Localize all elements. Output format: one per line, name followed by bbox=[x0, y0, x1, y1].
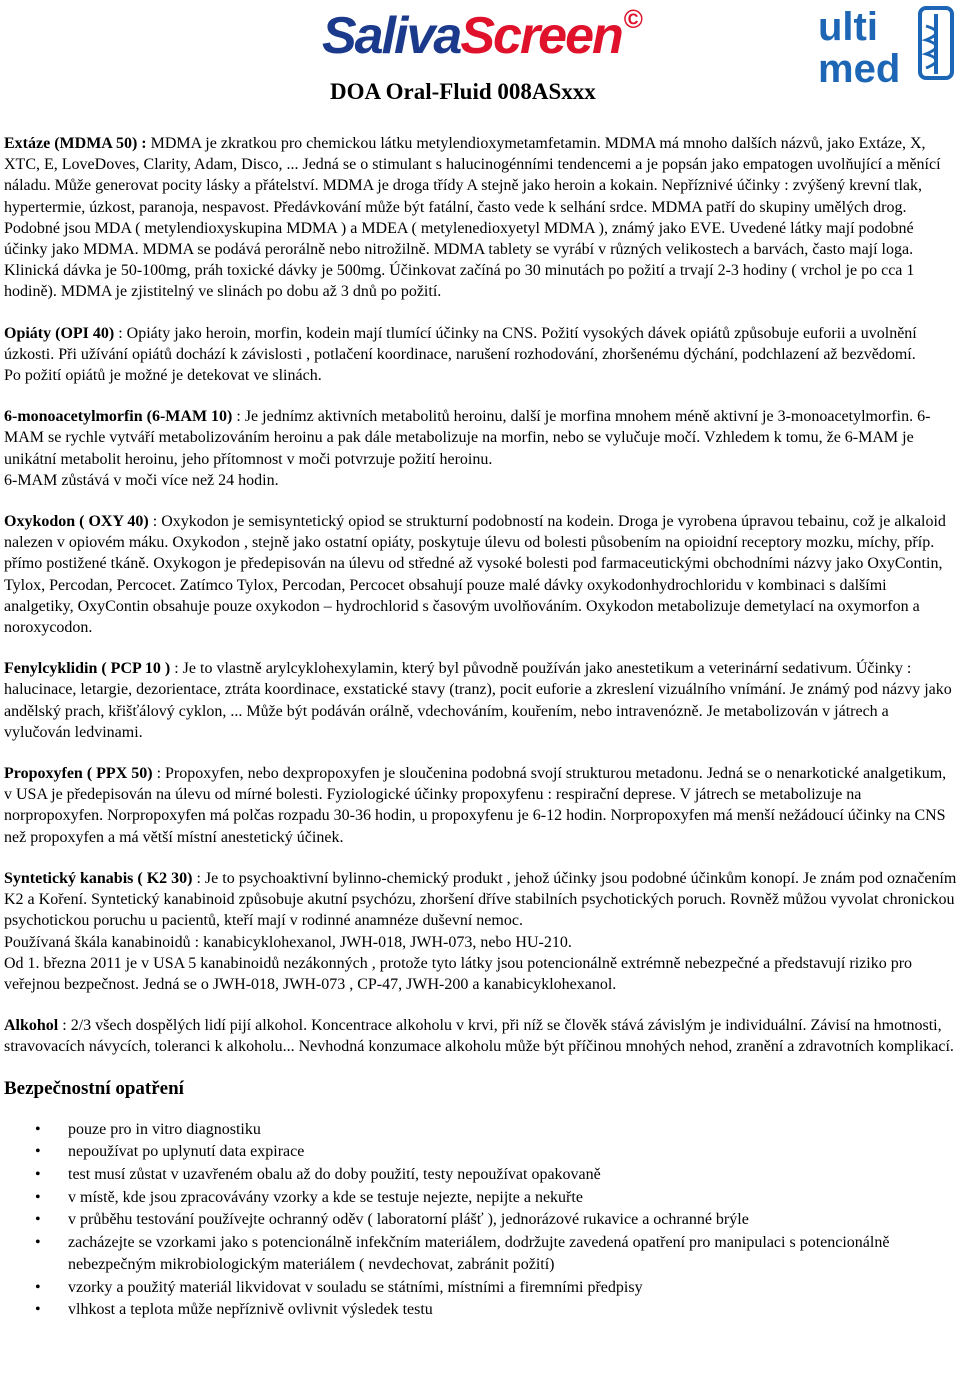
ultimed-logo bbox=[816, 4, 956, 86]
document-body bbox=[4, 133, 958, 1322]
section-alcohol bbox=[4, 1015, 958, 1057]
section-text: : Opiáty jako heroin, morfin, kodein mají tlumící účinky na CNS. Požití vysokých dávek opiátů způsobuje euforii a uvolnění úzkosti. Při užívání opiátů dochází k závislosti , potlačení koordinace, narušení rozhodování, zhoršenému dýchání, podchlazení až bezvědomí. bbox=[4, 324, 917, 363]
section-text: : Je jednímz aktivních metabolitů heroinu, další je morfina mnohem méně aktivní je 3-monoacetylmorfin. 6-MAM se rychle vytváří metabolizováním heroinu a pak dále metabolizuje na morfin, nebo se vylučuje močí. Vzhledem k tomu, že 6-MAM je unikátní metabolit heroinu, jeho přítomnost v moči potvrzuje požití heroinu. bbox=[4, 408, 931, 468]
section-text: : Oxykodon je semisyntetický opiod se strukturní podobností na kodein. Droga je vyrobena úpravou tebainu, což je alkaloid nalezen v opiovém máku. Oxykodon , stejně jako ostatní opiáty, poskytuje úlevu od bolesti působením na opioidní receptory mozku, míchy, příp. přímo postižené tkáně. Oxykogon je předepisován na úlevu od středné až vysoké bolesti pod farmaceutickými obchodními názvy jako OxyContin, Tylox, Percodan, Percocet. Zatímco Tylox, Percodan, Percocet obsahují pouze malé dávky oxykodonhydrochloridu v kombinaci s dalšími analgetiky, OxyContin obsahuje pouze oxykodon – hydrochlorid s časovým uvolňováním. Oxykodon metabolizuje demetylací na oxymorfon a noroxycodon. bbox=[4, 513, 946, 637]
section-text: : Je to psychoaktivní bylinno-chemický produkt , jehož účinky jsou podobné účinkům konopí. Je znám pod označením K2 a Koření. Syntetický kanabinoid způsobuje akutní psychózu, zhoršení dříve stabilních psychotických poruch. Rovněž můžou vyvolat chronickou psychotickou poruchu u pacientů, kteří mají v rodinné anamnéze duševní nemoc. bbox=[4, 869, 957, 930]
list-item: • vzorky a použitý materiál likvidovat v souladu se státními, místními a firemními předpisy bbox=[68, 1277, 958, 1300]
list-item: • pouze pro in vitro diagnostiku bbox=[68, 1119, 958, 1142]
section-title: Syntetický kanabis ( K2 30) bbox=[4, 869, 193, 887]
section-title: 6-monoacetylmorfin (6-MAM 10) bbox=[4, 408, 233, 426]
section-title: Propoxyfen ( PPX 50) bbox=[4, 765, 153, 783]
brand-name-part-1: Saliva bbox=[322, 7, 461, 65]
document-subtitle: DOA Oral-Fluid 008ASxxx bbox=[330, 79, 596, 104]
document-header bbox=[0, 0, 960, 115]
section-text-line: Od 1. března 2011 je v USA 5 kanabinoidů nezákonných , protože tyto látky jsou potencionálně extrémně nebezpečné a představují riziko pro veřejnou bezpečnost. Jedná se o JWH-018, JWH-073 , CP-47, JWH-200 a kanabicyklohexanol. bbox=[4, 954, 913, 993]
list-item: • v místě, kde jsou zpracovávány vzorky a kde se testuje nejezte, nepijte a nekuřte bbox=[68, 1187, 958, 1210]
section-oxycodone bbox=[4, 511, 958, 638]
section-6mam bbox=[4, 406, 958, 491]
salivascreen-logo bbox=[322, 4, 641, 65]
section-opiates bbox=[4, 323, 958, 387]
section-synthetic-cannabis bbox=[4, 868, 958, 995]
section-pcp bbox=[4, 658, 958, 743]
section-text-line: 6-MAM zůstává v moči více než 24 hodin. bbox=[4, 471, 279, 489]
section-text: : Je to vlastně arylcyklohexylamin, který byl původně používán jako anestetikum a veterinární sedativum. Účinky : halucinace, letargie, dezorientace, ztráta koordinace, exstatické stavy (tranz), pocit euforie a zkreslení vizuálního vnímání. Je známý pod názvy jako andělský prach, křišťálový cyklon, ... Může být podáván orálně, vdechováním, kouřením, nebo intravenózně. Je metabolizován v játrech a vylučován ledvinami. bbox=[4, 660, 952, 741]
section-title: Fenylcyklidin ( PCP 10 ) bbox=[4, 660, 171, 678]
section-title: Alkohol bbox=[4, 1017, 59, 1035]
list-item: • v průběhu testování používejte ochranný oděv ( laboratorní plášť ), jednorázové rukavice a ochranné brýle bbox=[68, 1209, 958, 1232]
section-text-line: Po požití opiátů je možné je detekovat ve slinách. bbox=[4, 367, 322, 385]
section-text: : 2/3 všech dospělých lidí pijí alkohol. Koncentrace alkoholu v krvi, při níž se člověk stává závislým je individuální. Závisí na hmotnosti, stravovacích návycích, toleranci k alkoholu... Nevhodná konzumace alkoholu může být příčinou mnohých nehod, zranění a zdravotních komplikací. bbox=[4, 1017, 954, 1056]
precautions-list bbox=[4, 1119, 958, 1322]
section-text: : Propoxyfen, nebo dexpropoxyfen je sloučenina podobná svojí strukturou metadonu. Jedná se o nenarkotické analgetikum, v USA je předepisován na úlevu od mírné bolesti. Fyziologické účinky propoxyfenu : respirační deprese. V játrech se metabolizuje na norpropoxyfen. Norpropoxyfen má polčas rozpadu 30-36 hodin, u propoxyfenu je 6-12 hodin. Norpropoxyfen má menší nežádoucí účinky na CNS než propoxyfen a má větší místní anestetický účinek. bbox=[4, 765, 947, 846]
logo-text-ulti: ulti bbox=[818, 5, 878, 49]
section-propoxyphene bbox=[4, 763, 958, 848]
section-text-line: Používaná škála kanabinoidů : kanabicyklohexanol, JWH-018, JWH-073, nebo HU-210. bbox=[4, 933, 572, 951]
section-text: MDMA je zkratkou pro chemickou látku metylendioxymetamfetamin. MDMA má mnoho dalších názvů, jako Extáze, X, XTC, E, LoveDoves, Clarity, Adam, Disco, ... Jedná se o stimulant s halucinogénními tendencemi a je popsán jako empatogen uvolňující a měnící náladu. Může generovat pocity lásky a přátelství. MDMA je droga třídy A stejně jako heroin a kokain. Nepříznivé účinky : zvýšený krevní tlak, hypertermie, úzkost, paranoja, nespavost. Předávkování může být fatální, často vede k selhání srdce. MDMA patří do skupiny umělých drog. Podobné jsou MDA ( metylendioxyskupina MDMA ) a MDEA ( metylenedioxyetyl MDMA ), známý jako EVE. Uvedené látky mají podobné účinky jako MDMA. MDMA se podává perorálně nebo nitrožilně. MDMA tablety se vyrábí v různých velikostech a barvách, často mají loga. Klinická dávka je 50-100mg, práh toxické dávky je 500mg. Účinkovat začíná po 30 minutách po požití a trvají 2-3 hodiny ( vrchol je po cca 1 hodině). MDMA je zjistitelný ve slinách po dobu až 3 dnů po požití. bbox=[4, 135, 941, 301]
precautions-heading: Bezpečnostní opatření bbox=[4, 1077, 184, 1099]
section-title: Oxykodon ( OXY 40) bbox=[4, 513, 149, 531]
section-title: Extáze (MDMA 50) : bbox=[4, 135, 147, 152]
list-item: • test musí zůstat v uzavřeném obalu až do doby použití, testy nepoužívat opakovaně bbox=[68, 1164, 958, 1187]
copyright-mark: © bbox=[623, 4, 641, 34]
brand-name-part-2: Screen bbox=[460, 7, 622, 65]
section-mdma bbox=[4, 133, 958, 303]
list-item: • zacházejte se vzorkami jako s potencionálně infekčním materiálem, dodržujte zavedená opatření pro manipulaci s potencionálně nebezpečným mikrobiologickým materiálem ( nevdechovat, zabránit požití) bbox=[68, 1232, 958, 1277]
section-title: Opiáty (OPI 40) bbox=[4, 324, 115, 342]
ultimed-logo-graphic bbox=[816, 4, 956, 86]
logo-text-med: med bbox=[818, 47, 901, 86]
list-item: • nepoužívat po uplynutí data expirace bbox=[68, 1141, 958, 1164]
medical-cross-icon bbox=[920, 8, 952, 78]
list-item: • vlhkost a teplota může nepříznivě ovlivnit výsledek testu bbox=[68, 1299, 958, 1322]
